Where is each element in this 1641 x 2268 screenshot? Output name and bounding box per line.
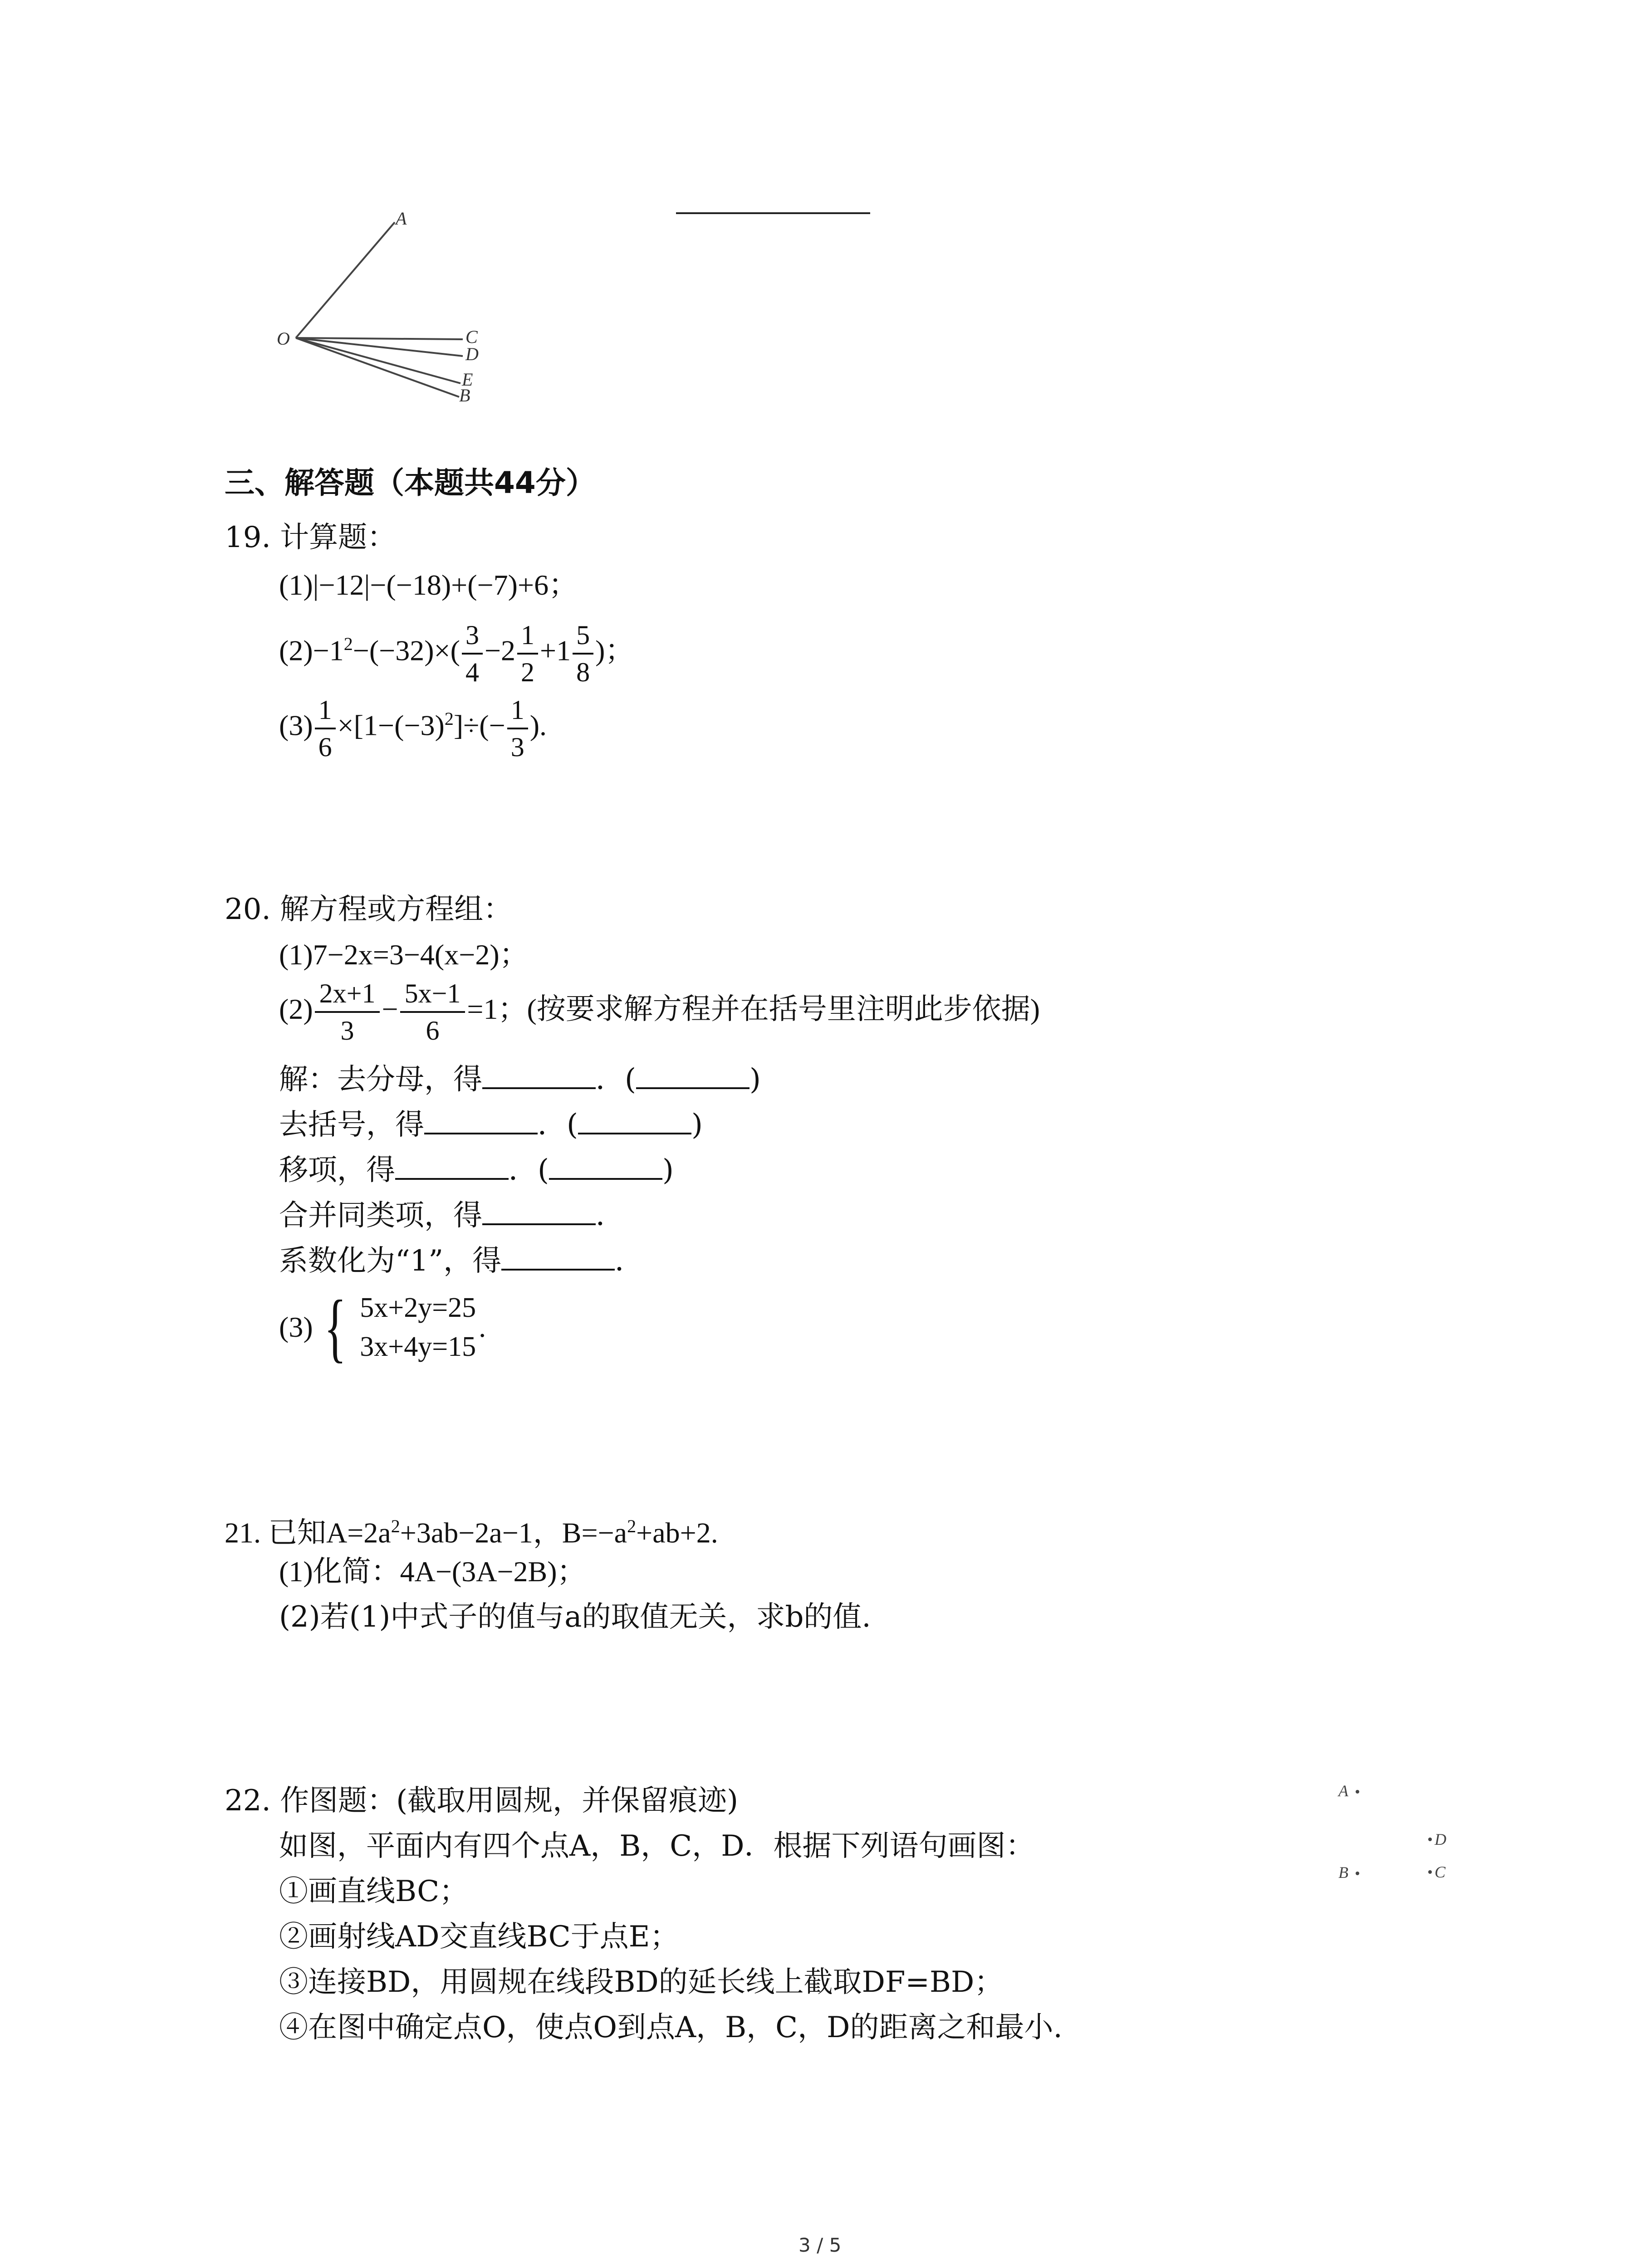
answer-blank[interactable] bbox=[501, 1242, 615, 1271]
label-A: A bbox=[396, 208, 407, 229]
answer-blank[interactable] bbox=[395, 1151, 509, 1180]
ray-OC bbox=[296, 338, 463, 339]
q21-part2: (2)若(1)中式子的值与a的取值无关，求b的值. bbox=[279, 1600, 871, 1634]
point-label-A: A bbox=[1338, 1782, 1348, 1800]
answer-blank[interactable] bbox=[482, 1196, 596, 1225]
answer-blank[interactable] bbox=[482, 1060, 596, 1089]
q19-part1: (1)|−12|−(−18)+(−7)+6； bbox=[279, 569, 578, 601]
answer-blank-line bbox=[676, 212, 870, 214]
q20-step-combine: 合并同类项，得 ． bbox=[279, 1195, 625, 1236]
q22-intro: 如图，平面内有四个点A，B，C，D．根据下列语句画图： bbox=[279, 1829, 1035, 1863]
q19-part2: $(2)-1^2-(-32)\times$( $\frac{3}{4}$ −2 $\frac{1}{2}$ +1 $\frac{5}{8}$ )； bbox=[279, 606, 634, 690]
q20-part3: (3) { 5x+2y=25 3x+4y=15 . bbox=[279, 1285, 486, 1370]
label-E: E bbox=[462, 369, 473, 390]
answer-blank[interactable] bbox=[424, 1105, 538, 1134]
q20-title: 20. 解方程或方程组： bbox=[225, 893, 513, 926]
reason-blank[interactable] bbox=[549, 1151, 662, 1180]
section-heading: 三、解答题（本题共44分） bbox=[225, 465, 596, 500]
ray-OE bbox=[296, 338, 460, 383]
point-D bbox=[1428, 1838, 1432, 1841]
q21-title: 21. 已知$A=2a^2+3ab-2a-1$，$B=-a^2+ab+2$. bbox=[225, 1516, 718, 1549]
q20-step-coefficient: 系数化为“1”，得 ． bbox=[279, 1241, 644, 1281]
reason-blank[interactable] bbox=[636, 1060, 749, 1089]
label-B: B bbox=[459, 385, 470, 406]
q21-part1: (1)化简：4A−(3A−2B)； bbox=[279, 1555, 586, 1588]
q22-item-4: ④在图中确定点O，使点O到点A，B，C，D的距离之和最小. bbox=[279, 2011, 1063, 2044]
q22-item-3: ③连接BD，用圆规在线段BD的延长线上截取DF=BD； bbox=[279, 1965, 1004, 1999]
label-O: O bbox=[277, 328, 290, 349]
point-label-D: D bbox=[1435, 1830, 1446, 1848]
q19-title: 19. 计算题： bbox=[225, 521, 397, 554]
q20-step-denominator: 解：去分母，得 ．( ) bbox=[279, 1059, 761, 1100]
system-row-2: 3x+4y=15 bbox=[360, 1331, 476, 1363]
points-figure bbox=[1329, 1778, 1465, 1896]
reason-blank[interactable] bbox=[578, 1105, 691, 1134]
q20-part1: (1)7−2x=3−4(x−2)； bbox=[279, 938, 529, 971]
angle-figure bbox=[263, 204, 499, 417]
q19-part3: (3) $\frac{1}{6}$ $\times[1-(-3)^2]\div(-$ $\frac{1}{3}$ ). bbox=[279, 680, 547, 765]
q22-item-2: ②画射线AD交直线BC于点E； bbox=[279, 1920, 679, 1954]
page-number: 3 / 5 bbox=[798, 2234, 842, 2256]
point-C bbox=[1428, 1870, 1432, 1874]
q22-title: 22. 作图题：(截取用圆规，并保留痕迹) bbox=[225, 1784, 739, 1818]
label-C: C bbox=[465, 327, 478, 347]
system-brace: { bbox=[323, 1285, 346, 1370]
q20-step-transpose: 移项，得 ．( ) bbox=[279, 1150, 674, 1191]
label-D: D bbox=[465, 344, 479, 364]
system-row-1: 5x+2y=25 bbox=[360, 1292, 476, 1324]
point-label-C: C bbox=[1435, 1863, 1446, 1881]
q20-step-brackets: 去括号，得 ．( ) bbox=[279, 1105, 703, 1145]
q20-part2: (2) $\frac{2x+1}{3}$ − $\frac{5x-1}{6}$ =1；(按要求解方程并在括号里注明此步依据) bbox=[279, 971, 1040, 1048]
q22-item-1: ①画直线BC； bbox=[279, 1875, 469, 1908]
ray-OA bbox=[296, 222, 395, 338]
point-A bbox=[1356, 1790, 1359, 1794]
point-label-B: B bbox=[1338, 1863, 1348, 1882]
point-B bbox=[1356, 1872, 1359, 1875]
